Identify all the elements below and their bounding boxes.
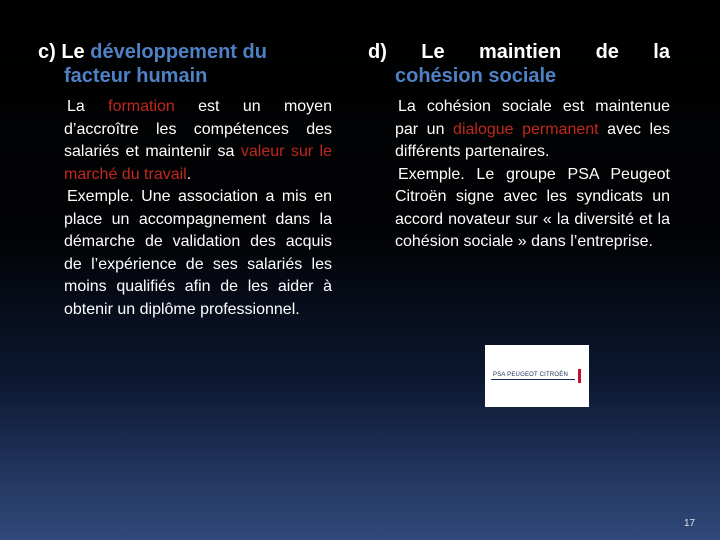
left-p1-highlight-formation: formation (108, 98, 175, 115)
left-heading-accent: développement du (90, 41, 267, 63)
right-heading-word-5: la (653, 41, 670, 63)
left-paragraph-2 (38, 186, 332, 321)
psa-logo-underline (491, 379, 575, 380)
left-heading-line2: facteur humain (64, 65, 208, 87)
left-heading-prefix: c) Le (38, 41, 85, 63)
right-heading-line1 (368, 40, 670, 64)
left-p2-text: Exemple. Une association a mis en place un accompagnement dans la démarche de validation des acquis de l’expérience de ses salariés les moins qualifiés afin de les aider à obtenir un diplôme professionnel. (64, 188, 332, 318)
right-heading-word-3: maintien (478, 41, 562, 63)
right-paragraph-1 (368, 96, 670, 164)
right-paragraph-2 (368, 164, 670, 254)
right-p1-highlight: dialogue permanent (453, 120, 599, 138)
left-p1-middle: est un moyen d’accroître les compétences des salariés et maintenir sa (64, 98, 332, 160)
psa-logo (491, 366, 583, 386)
right-p2-text: Exemple. Le groupe PSA Peugeot Citroën signe avec les syndicats un accord novateur sur « la diversité et la cohésion sociale » dans l’entreprise. (395, 165, 670, 250)
right-heading (368, 40, 670, 88)
psa-logo-text: PSA PEUGEOT CITROËN (493, 372, 569, 378)
right-heading-word-4: de (595, 41, 619, 63)
left-p1-after: . (186, 165, 192, 183)
right-heading-word-1: d) (368, 41, 387, 63)
psa-logo-red-mark (578, 369, 581, 383)
right-p1-before: La cohésion sociale est maintenue par un (395, 98, 670, 138)
right-heading-line2: cohésion sociale (395, 65, 557, 87)
left-p1-highlight-valeur: valeur sur le marché du travail (64, 143, 332, 183)
right-p1-after: avec les différents partenaires. (395, 120, 670, 160)
psa-logo-image (485, 345, 589, 407)
right-heading-word-2: Le (421, 41, 445, 63)
right-column (368, 40, 670, 254)
left-p1-before: La (67, 98, 85, 115)
page-number: 17 (684, 518, 696, 529)
left-heading (38, 40, 332, 88)
left-column (38, 40, 332, 321)
left-paragraph-1 (38, 96, 332, 186)
